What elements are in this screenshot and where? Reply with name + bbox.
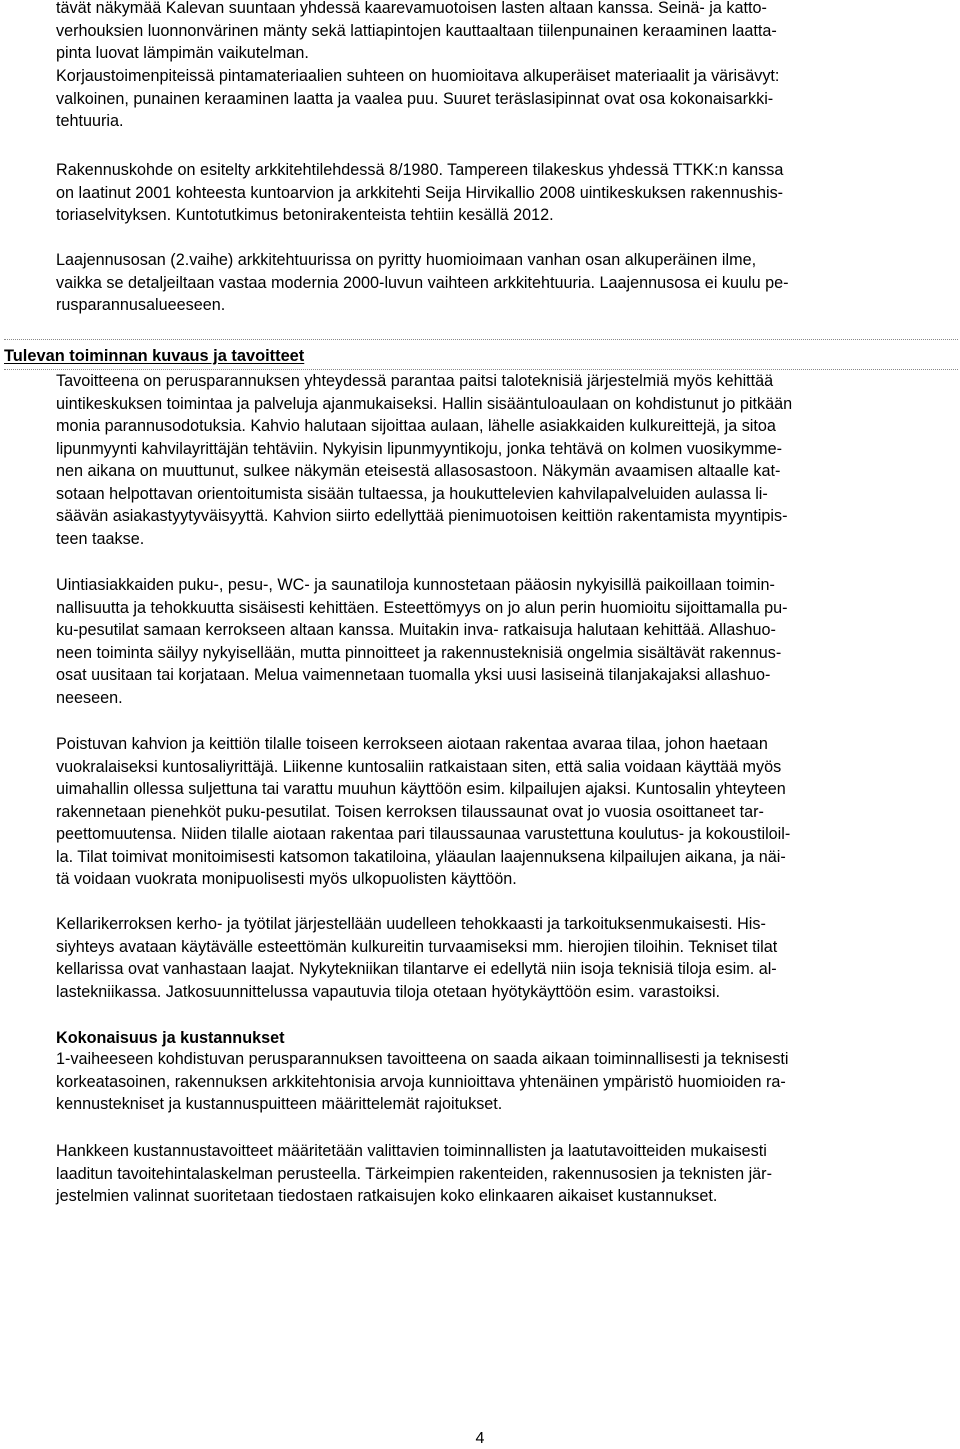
text-line: tehtuuria.	[56, 112, 124, 130]
text-line: Kellarikerroksen kerho- ja työtilat järjestellään uudelleen tehokkaasti ja tarkoituksenmukaisesti. His-	[56, 915, 766, 933]
text-line: vuokralaiseksi kuntosaliyrittäjä. Liikenne kuntosaliin ratkaistaan siten, että salia voidaan käyttää myös	[56, 757, 782, 776]
text-line: vaikka se detaljeiltaan vastaa modernia 2000-luvun vaihteen arkkitehtuuria. Laajennusosa ei kuulu pe-	[56, 273, 789, 292]
text-line: lipunmyynti kahvilayrittäjän tehtäviin. Nykyisin lipunmyyntikoju, jonka tehtävä on kolmen vuosikymme-	[56, 439, 783, 458]
text-line: jestelmien valinnat suoritetaan tiedostaen ratkaisujen koko elinkaaren aikaiset kustannukset.	[56, 1187, 718, 1205]
text-line: tävät näkymää Kalevan suuntaan yhdessä kaarevamuotoisen lasten altaan kanssa. Seinä- ja katto-	[56, 0, 767, 17]
text-line: toriaselvityksen. Kuntotutkimus betonirakenteista tehtiin kesällä 2012.	[56, 206, 554, 224]
text-line: tä voidaan vuokrata monipuolisesti myös ulkopuolisten käyttöön.	[56, 870, 517, 888]
text-line: pinta luovat lämpimän vaikutelman.	[56, 44, 309, 62]
text-line: lastekniikassa. Jatkosuunnittelussa vapautuvia tiloja otetaan hyötykäyttöön esim. varastoiksi.	[56, 982, 721, 1001]
text-line: Uintiasiakkaiden puku-, pesu-, WC- ja saunatiloja kunnostetaan pääosin nykyisillä paikoillaan toimin-	[56, 576, 775, 594]
text-line: ku-pesutilat samaan kerrokseen altaan kanssa. Muitakin inva- ratkaisuja halutaan kehittää. Allashuo-	[56, 621, 776, 639]
costs-paragraph-2	[56, 1140, 946, 1208]
section-heading-text: Tulevan toiminnan kuvaus ja tavoitteet	[4, 347, 305, 365]
text-line: neen toiminta säilyy nykyisellään, mutta pinnoitteet ja rakennusteknisiä ongelmia sisältävät rakennus-	[56, 643, 782, 662]
text-line: säävän asiakastyytyväisyyttä. Kahvion siirto edellyttää pienimuotoisen keittiön rakentamista myyntipis-	[56, 507, 788, 525]
section-paragraph-3	[56, 733, 946, 891]
text-line: neeseen.	[56, 688, 123, 707]
intro-paragraph-4	[56, 249, 946, 317]
intro-paragraph-1	[56, 0, 946, 65]
text-line: Laajennusosan (2.vaihe) arkkitehtuurissa on pyritty huomioimaan vanhan osan alkuperäinen ilme,	[56, 251, 757, 269]
text-line: valkoinen, punainen keraaminen laatta ja vaalea puu. Suuret teräslasipinnat ovat osa kokonaisarkki-	[56, 89, 774, 108]
text-line: korkeatasoinen, rakennuksen arkkitehtonisia arvoja kunnioittava yhtenäinen ympäristö huomioiden ra-	[56, 1072, 786, 1091]
text-line: Tavoitteena on perusparannuksen yhteydessä parantaa paitsi taloteknisiä järjestelmiä myös kehittää	[56, 372, 774, 390]
text-line: 1-vaiheeseen kohdistuvan perusparannuksen tavoitteena on saada aikaan toiminnallisesti ja teknisesti	[56, 1050, 789, 1068]
page-number: 4	[475, 1430, 485, 1447]
text-line: rakennetaan pienehköt puku-pesutilat. Toisen kerroksen tilaussaunat ovat jo vuosia osoittaneet tar-	[56, 802, 764, 821]
text-line: laaditun tavoitehintalaskelman perusteella. Tärkeimpien rakenteiden, rakennusosien ja teknisten jär-	[56, 1164, 772, 1183]
text-line: Rakennuskohde on esitelty arkkitehtilehdessä 8/1980. Tampereen tilakeskus yhdessä TTKK:n kanssa	[56, 161, 784, 179]
text-line: Poistuvan kahvion ja keittiön tilalle toiseen kerrokseen aiotaan rakentaa avaraa tilaa, johon haetaan	[56, 735, 768, 753]
section-paragraph-4	[56, 913, 946, 1003]
text-line: teen taakse.	[56, 529, 145, 548]
text-line: kennustekniset ja kustannuspuitteen määrittelemät rajoitukset.	[56, 1095, 503, 1113]
text-line: monia parannusodotuksia. Kahvio halutaan sijoittaa aulaan, lähelle asiakkaiden kulkureittejä, ja sitoa	[56, 417, 776, 435]
text-line: nallisuutta ja tehokkuutta sisäisesti kehittäen. Esteettömyys on jo alun perin huomioitu sijoittamalla pu-	[56, 598, 788, 617]
text-line: verhouksien luonnonvärinen mänty sekä lattiapintojen kauttaaltaan tiilenpunainen keraaminen laatta-	[56, 21, 777, 40]
section-divider	[4, 339, 958, 340]
text-line: uimahallin ollessa suljettuna tai varattu muuhun käyttöön esim. kilpailujen ajaksi. Kuntosalin yhteyteen	[56, 780, 786, 798]
costs-heading: Kokonaisuus ja kustannukset	[56, 1029, 285, 1047]
text-line: la. Tilat toimivat monitoimisesti katsomon takatiloina, yläaulan laajennuksena kilpailujen aikana, ja näi-	[56, 847, 786, 866]
costs-paragraph-1	[56, 1048, 946, 1116]
text-line: siyhteys avataan käytävälle esteettömän kulkureitin turvaamiseksi mm. hierojien tiloihin. Tekniset tilat	[56, 937, 778, 956]
section-heading	[4, 345, 958, 370]
text-line: rusparannusalueeseen.	[56, 296, 226, 314]
text-line: Hankkeen kustannustavoitteet määritetään valittavien toiminnallisten ja laatutavoitteiden mukaisesti	[56, 1142, 767, 1160]
section-paragraph-1	[56, 370, 946, 550]
text-line: peettomuutensa. Niiden tilalle aiotaan rakentaa pari tilaussaunaa varustettuna koulutus- ja kokoustiloil-	[56, 825, 791, 843]
section-paragraph-2	[56, 574, 946, 709]
text-line: Korjaustoimenpiteissä pintamateriaalien suhteen on huomioitava alkuperäiset materiaalit ja värisävyt:	[56, 67, 780, 85]
text-line: on laatinut 2001 kohteesta kuntoarvion ja arkkitehti Seija Hirvikallio 2008 uintikeskuksen rakennushis-	[56, 183, 784, 202]
text-line: uintikeskuksen toimintaa ja palveluja ajanmukaiseksi. Hallin sisääntuloaulaan on kohdistunut jo pitkään	[56, 394, 793, 413]
text-line: nen aikana on muuttunut, sulkee näkymän eteisestä allasosastoon. Näkymän avaamisen altaalle kat-	[56, 462, 781, 480]
intro-paragraph-2	[56, 65, 946, 133]
text-line: kellarissa ovat vanhastaan laajat. Nykytekniikan tilantarve ei edellytä niin isoja teknisiä tiloja esim. al-	[56, 960, 777, 978]
text-line: sotaan helpottavan orientoitumista sisään tultaessa, ja houkuttelevien kahvilapalveluiden aulassa li-	[56, 484, 768, 503]
text-line: osat uusitaan tai korjataan. Melua vaimennetaan tuomalla yksi uusi lasiseinä tilanjakajaksi allashuo-	[56, 666, 771, 684]
intro-paragraph-3	[56, 159, 946, 227]
